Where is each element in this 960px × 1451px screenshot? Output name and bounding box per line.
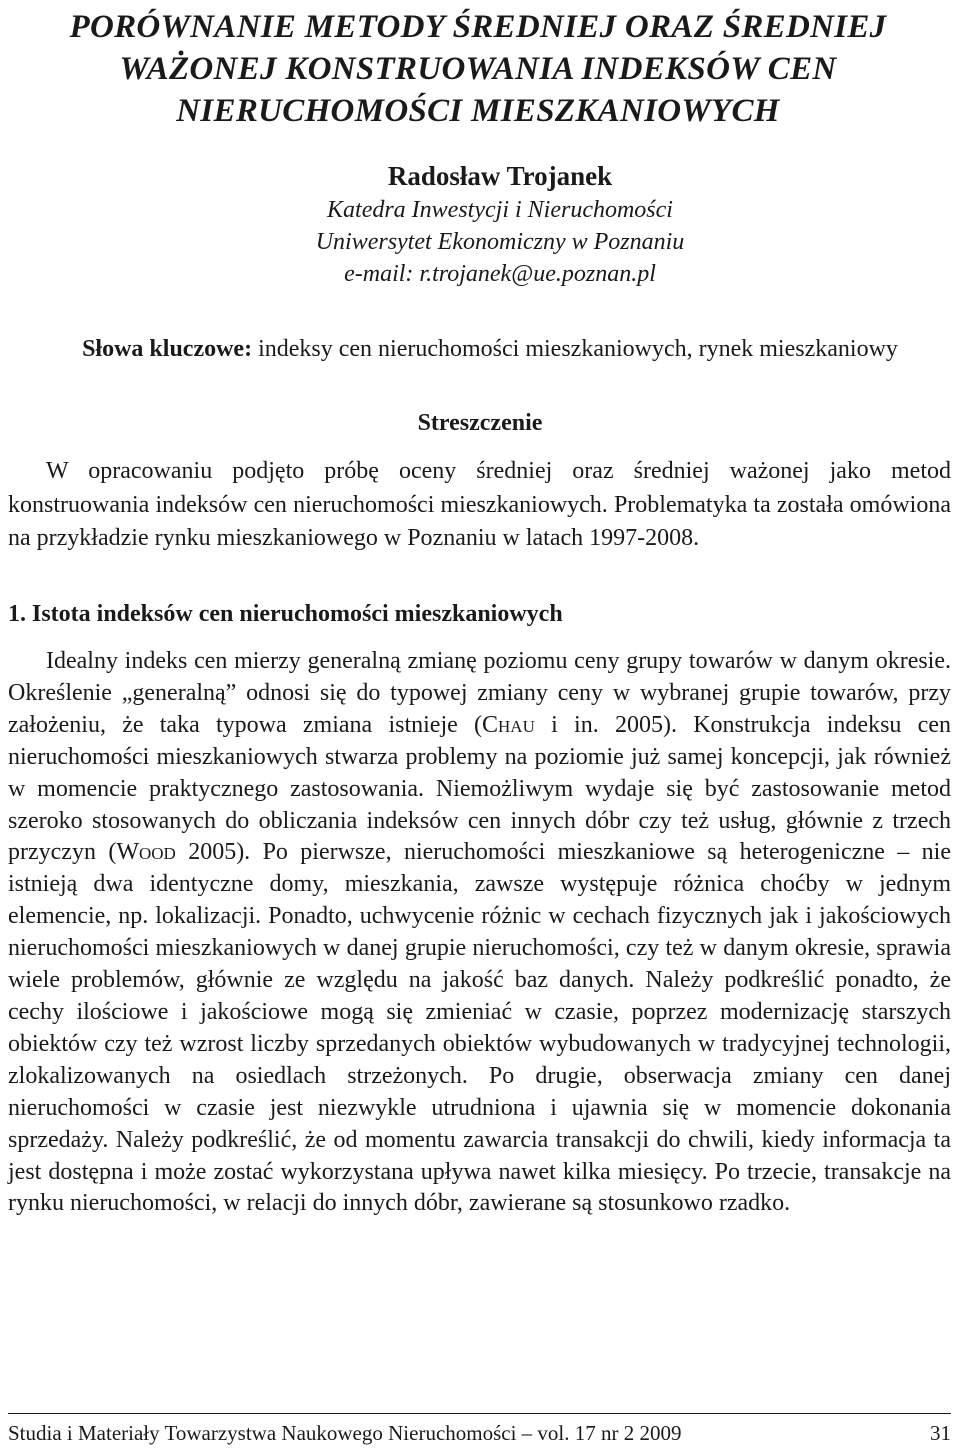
body-text-part-1: Idealny indeks cen mierzy generalną zmianę poziomu ceny grupy towarów w danym okresie. Określenie „generalną” odnosi się do typowej zmiany ceny w wybranej grupie towarów, przy założeniu, że taka typowa zmiana istnieje ( bbox=[8, 648, 951, 738]
page-number: 31 bbox=[930, 1421, 951, 1445]
affiliation-university: Uniwersytet Ekonomiczny w Poznaniu bbox=[315, 229, 685, 255]
section-heading: 1. Istota indeksów cen nieruchomości mieszkaniowych bbox=[8, 601, 563, 627]
affiliation-department: Katedra Inwestycji i Nieruchomości bbox=[327, 197, 673, 223]
citation-author-chau: Chau bbox=[482, 711, 535, 738]
author-email: e-mail: r.trojanek@ue.poznan.pl bbox=[344, 261, 656, 287]
citation-author-wood: Wood bbox=[116, 839, 176, 866]
author-name: Radosław Trojanek bbox=[387, 161, 613, 191]
abstract-heading: Streszczenie bbox=[417, 410, 543, 436]
abstract-text: W opracowaniu podjęto próbę oceny średniej oraz średniej ważonej jako metod konstruowania indeksów cen nieruchomości mieszkaniowych. Problematyka ta została omówiona na przykładzie rynku mieszkaniowego w Poznaniu w latach 1997-2008. bbox=[8, 458, 951, 551]
author-block bbox=[0, 158, 960, 290]
keywords-label: Słowa kluczowe: bbox=[82, 336, 253, 362]
footer-divider bbox=[8, 1413, 951, 1414]
paper-title: PORÓWNANIE METODY ŚREDNIEJ ORAZ ŚREDNIEJ WAŻONEJ KONSTRUOWANIA INDEKSÓW CEN NIERUCHOMOŚCI MIESZKANIOWYCH bbox=[69, 9, 887, 129]
body-paragraph bbox=[8, 646, 951, 1220]
body-text-part-3: 2005). Po pierwsze, nieruchomości mieszkaniowe są heterogeniczne – nie istnieją dwa identyczne domy, mieszkania, zawsze występuje różnica choćby w jednym elemencie, np. lokalizacji. Ponadto, uchwycenie różnic w cechach fizycznych jak i jakościowych nieruchomości mieszkaniowych w danej grupie nieruchomości, czy też w danym okresie, sprawia wiele problemów, głównie ze względu na jakość baz danych. Należy podkreślić ponadto, że cechy ilościowe i jakościowe mogą się zmieniać w czasie, poprzez modernizację starszych obiektów czy też wzrost liczby sprzedanych obiektów wybudowanych w tradycyjnej technologii, zlokalizowanych na osiedlach strzeżonych. Po drugie, obserwacja zmiany cen danej nieruchomości w czasie jest niezwykle utrudniona i ujawnia się w momencie dokonania sprzedaży. Należy podkreślić, że od momentu zawarcia transakcji do chwili, kiedy informacja ta jest dostępna i może zostać wykorzystana upływa nawet kilka miesięcy. Po trzecie, transakcje na rynku nieruchomości, w relacji do innych dóbr, zawierane są stosunkowo rzadko. bbox=[8, 839, 951, 1217]
keywords bbox=[60, 332, 920, 366]
keywords-text: indeksy cen nieruchomości mieszkaniowych, rynek mieszkaniowy bbox=[252, 336, 898, 362]
footer-journal-name: Studia i Materiały Towarzystwa Naukowego Nieruchomości – vol. 17 nr 2 2009 bbox=[8, 1421, 682, 1445]
body-text-part-2: i in. 2005). Konstrukcja indeksu cen nieruchomości mieszkaniowych stwarza problemy na poziomie już samej koncepcji, jak również w momencie praktycznego zastosowania. Niemożliwym wydaje się być zastosowanie metod szeroko stosowanych do obliczania indeksów cen innych dóbr czy też usług, głównie z trzech przyczyn ( bbox=[8, 711, 951, 866]
